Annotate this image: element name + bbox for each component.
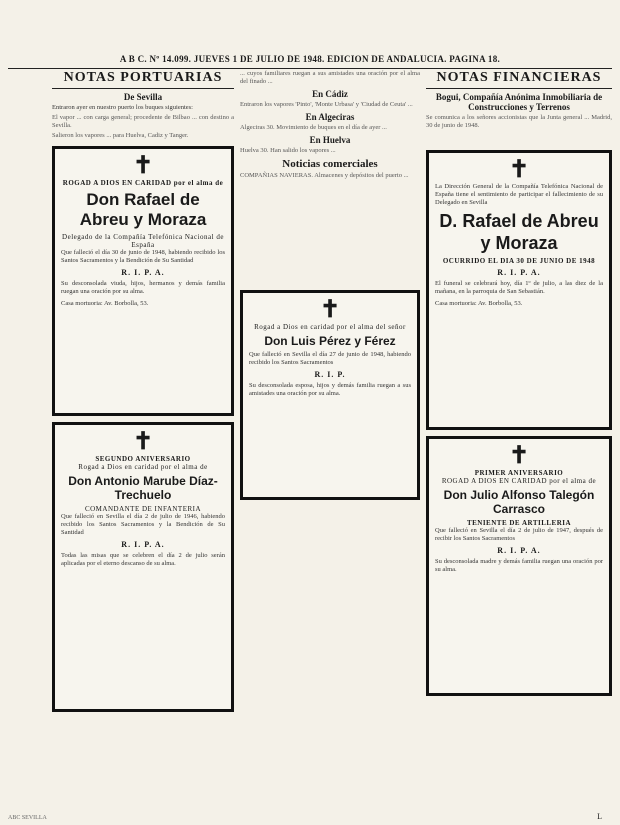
footer-left: ABC SEVILLA: [8, 815, 47, 821]
cross-icon: ✝: [508, 443, 530, 469]
section-title-noticias-comerciales: Noticias comerciales: [282, 158, 378, 170]
obituary-name: Don Julio Alfonso Talegón Carrasco: [443, 488, 595, 516]
obituary-name: Don Antonio Marube Díaz-Trechuelo: [68, 474, 218, 502]
cross-icon: ✝: [508, 157, 530, 183]
subsection-cadiz: En Cádiz: [312, 89, 348, 99]
news-paragraph: Se comunica a los señores accionistas que la Junta general ... Madrid, 30 de junio de 1948.: [426, 114, 612, 129]
obituary-role: COMANDANTE DE INFANTERIA: [84, 505, 202, 513]
obituary-role: Delegado de la Compañía Telefónica Nacional de España: [62, 233, 224, 249]
obituary-notice-abreu-telefonica: [426, 150, 612, 430]
obituary-pre: ROGAD A DIOS EN CARIDAD por el alma de: [441, 477, 597, 485]
obituary-text: Que falleció en Sevilla el día 2 de julio de 1947, después de recibir los Santos Sacramentos: [435, 527, 603, 542]
news-paragraph: Algeciras 30. Movimiento de buques en el día de ayer ...: [240, 124, 387, 131]
news-paragraph: Huelva 30. Han salido los vapores ...: [240, 147, 336, 154]
cross-icon: ✝: [132, 153, 154, 179]
obituary-name: D. Rafael de Abreu y Moraza: [439, 211, 599, 253]
news-paragraph: El vapor ... con carga general; procedente de Bilbao ... con destino a Sevilla.: [52, 114, 234, 129]
obituary-text: Su desconsolada viuda, hijos, hermanos y demás familia ruegan una oración por su alma.: [61, 280, 225, 295]
obituary-notice-perez: [240, 290, 420, 500]
obituary-text: Todas las misas que se celebren el día 2 de julio serán aplicadas por el eterno descanso de su alma.: [61, 552, 225, 567]
obituary-role: TENIENTE DE ARTILLERIA: [466, 519, 572, 527]
obituary-pre: Rogad a Dios en caridad por el alma de: [78, 463, 208, 471]
column-left: [52, 70, 234, 817]
obituary-address: Casa mortuoria: Av. Borbolla, 53.: [61, 300, 149, 307]
obituary-header: SEGUNDO ANIVERSARIO: [95, 455, 191, 463]
news-paragraph: Entraron ayer en nuestro puerto los buques siguientes:: [52, 104, 193, 111]
rip-label: R. I. P. A.: [497, 546, 541, 555]
news-paragraph: COMPAÑIAS NAVIERAS. Almacenes y depósitos del puerto ...: [240, 172, 409, 179]
obituary-name: Don Luis Pérez y Férez: [264, 334, 396, 348]
obituary-header: ROGAD A DIOS EN CARIDAD por el alma de: [62, 179, 224, 187]
rip-label: R. I. P. A.: [497, 268, 541, 277]
obituary-text: Que falleció en Sevilla el día 27 de junio de 1948, habiendo recibido los Santos Sacramentos: [249, 351, 411, 366]
obituary-address: Casa mortuoria: Av. Borbolla, 53.: [435, 300, 523, 307]
subsection-algeciras: En Algeciras: [305, 112, 355, 122]
subsection-huelva: En Huelva: [309, 135, 351, 145]
obituary-text: Que falleció el día 30 de junio de 1948, habiendo recibido los Santos Sacramentos y la Bendición de Su Santidad: [61, 249, 225, 264]
news-paragraph: Salieron los vapores ... para Huelva, Cadiz y Tanger.: [52, 132, 189, 139]
obituary-text: Que falleció en Sevilla el día 2 de julio de 1946, habiendo recibido los Santos Sacramentos y la Bendición de Su Santidad: [61, 513, 225, 536]
section-title-notas-financieras: NOTAS FINANCIERAS: [426, 70, 612, 89]
rip-label: R. I. P.: [314, 370, 346, 379]
page-header: A B C. Nº 14.099. JUEVES 1 DE JULIO DE 1948. EDICION DE ANDALUCIA. PAGINA 18.: [8, 54, 612, 69]
subsection-bogui: Bogui, Compañía Anónima Inmobiliaria de Construcciones y Terrenos: [435, 92, 603, 112]
obituary-text: El funeral se celebrará hoy, día 1º de julio, a las diez de la mañana, en la parroquia de San Sebastián.: [435, 280, 603, 295]
obituary-notice-abreu: [52, 146, 234, 416]
cross-icon: ✝: [132, 429, 154, 455]
rip-label: R. I. P. A.: [121, 268, 165, 277]
footer-right: L: [597, 812, 602, 821]
obituary-date: OCURRIDO EL DIA 30 DE JUNIO DE 1948: [442, 257, 596, 265]
obituary-notice-marube: [52, 422, 234, 712]
obituary-notice-talegon: [426, 436, 612, 696]
obituary-name: Don Rafael de Abreu y Moraza: [79, 190, 207, 229]
obituary-header: PRIMER ANIVERSARIO: [474, 469, 564, 477]
obituary-header: Rogad a Dios en caridad por el alma del señor: [254, 323, 406, 331]
rip-label: R. I. P. A.: [121, 540, 165, 549]
cross-icon: ✝: [319, 297, 341, 323]
subsection-sevilla: De Sevilla: [123, 92, 163, 102]
section-title-notas-portuarias: NOTAS PORTUARIAS: [52, 70, 234, 89]
news-paragraph: ... cuyos familiares ruegan a sus amistades una oración por el alma del finado ...: [240, 70, 420, 85]
obituary-text: Su desconsolada madre y demás familia ruegan una oración por su alma.: [435, 558, 603, 573]
obituary-text: Su desconsolada esposa, hijos y demás familia ruegan a sus amistades una oración por su alma.: [249, 382, 411, 397]
column-right: [426, 70, 612, 817]
news-paragraph: Entraron los vapores 'Pinto', 'Monte Urbasa' y 'Ciudad de Ceuta' ...: [240, 101, 413, 108]
obituary-intro: La Dirección General de la Compañía Telefónica Nacional de España tiene el sentimiento de participar el fallecimiento de su Delegado en Sevilla: [435, 183, 603, 206]
column-middle: [240, 70, 420, 817]
